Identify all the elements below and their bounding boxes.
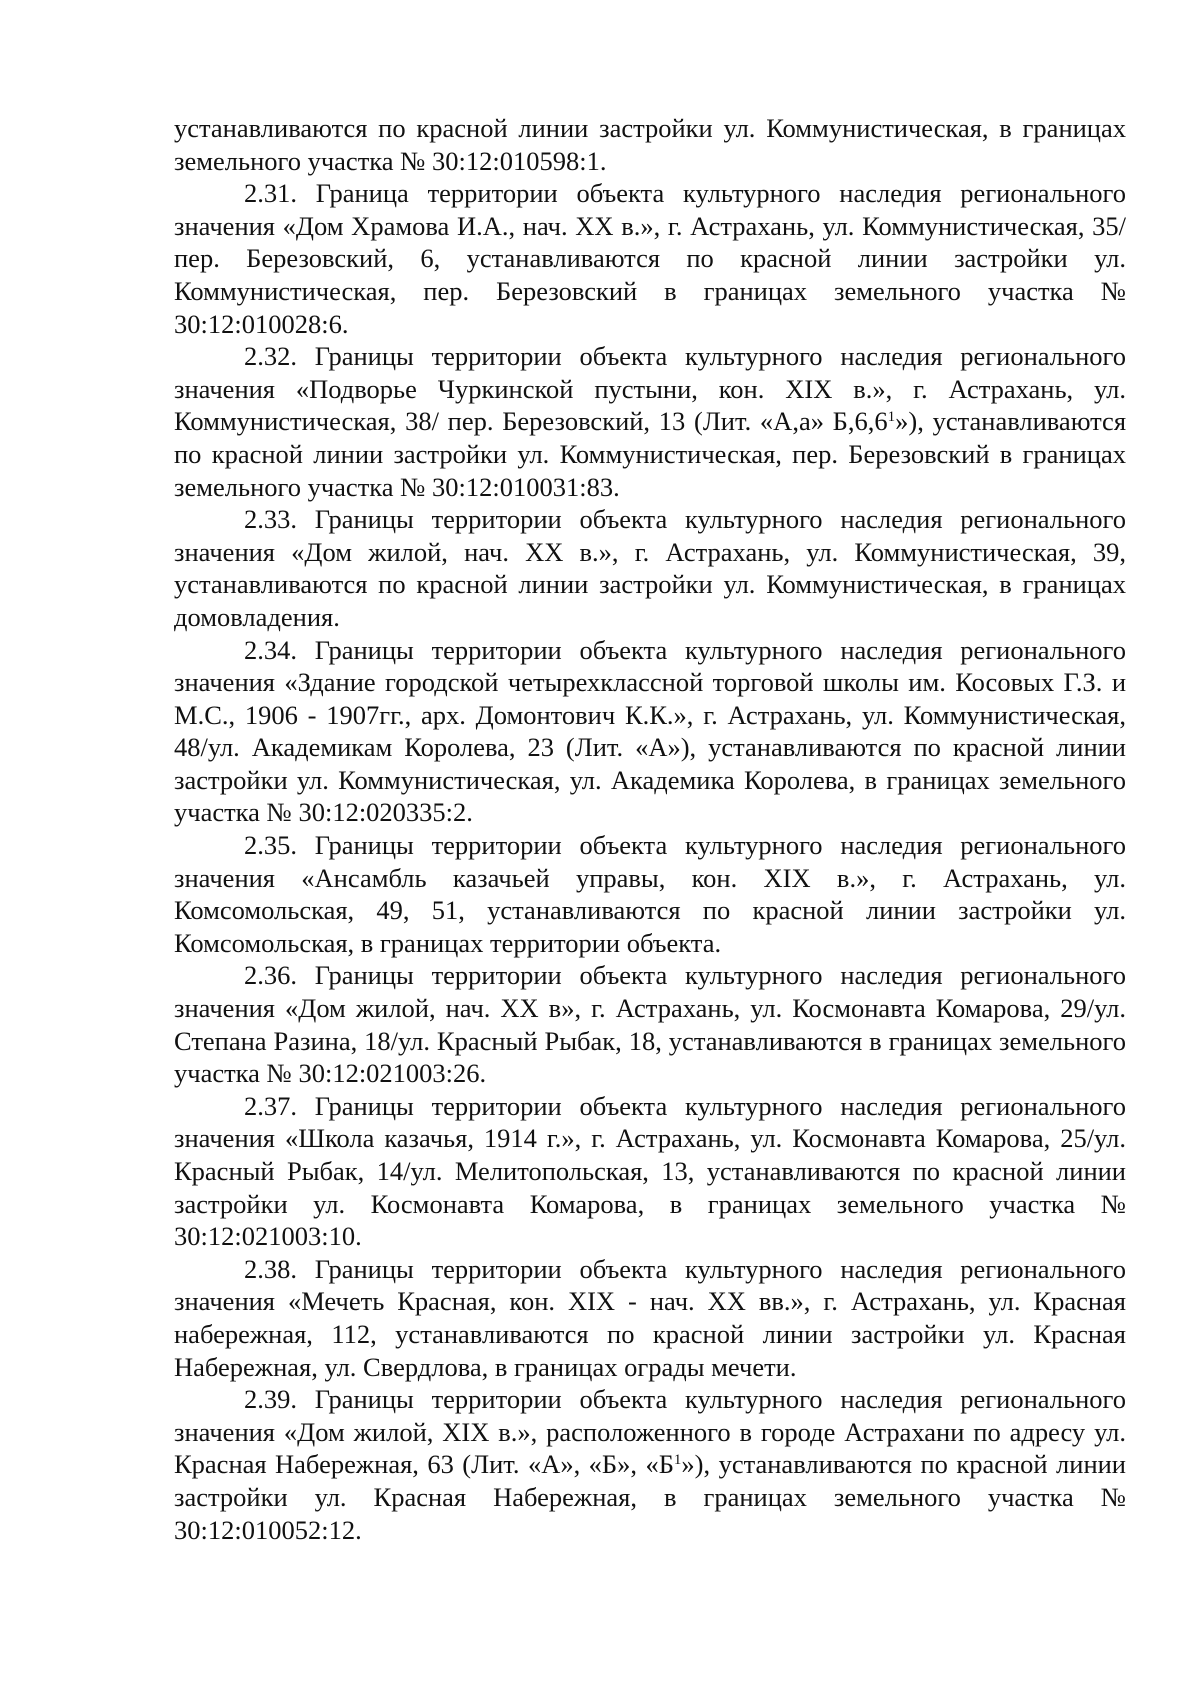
paragraph-2-35 bbox=[174, 829, 1126, 959]
paragraph-text: 2.39. Границы территории объекта культурного наследия регионального значения «Дом жилой, XIX в.», расположенного в городе Астрахани по адресу ул. Красная Набережная, 63 (Лит. «А», «Б», «Б bbox=[174, 1384, 1126, 1480]
paragraph-text: 2.36. Границы территории объекта культурного наследия регионального значения «Дом жилой, нач. XX в», г. Астрахань, ул. Космонавта Комарова, 29/ул. Степана Разина, 18/ул. Красный Рыбак, 18, устанавливаются в границах земельного участка № 30:12:021003:26. bbox=[174, 960, 1126, 1089]
paragraph-2-31 bbox=[174, 177, 1126, 340]
superscript: 1 bbox=[673, 1452, 682, 1469]
paragraph-2-32 bbox=[174, 340, 1126, 503]
paragraph-text: »), устанавливаются по красной линии застройки ул. Коммунистическая, пер. Березовский в границах земельного участка № 30:12:010031:83. bbox=[174, 406, 1127, 502]
paragraph-2-34 bbox=[174, 634, 1126, 830]
paragraph-text: »), устанавливаются по красной линии застройки ул. Красная Набережная, в границах земельного участка № 30:12:010052:12. bbox=[174, 1449, 1126, 1545]
paragraph-text: 2.32. Границы территории объекта культурного наследия регионального значения «Подворье Чуркинской пустыни, кон. XIX в.», г. Астрахань, ул. Коммунистическая, 38/ пер. Березовский, 13 (Лит. «А,а» Б,6,6 bbox=[174, 341, 1126, 437]
paragraph-text: 2.34. Границы территории объекта культурного наследия регионального значения «Здание городской четырехклассной торговой школы им. Косовых Г.З. и М.С., 1906 - 1907гг., арх. Домонтович К.К.», г. Астрахань, ул. Коммунистическая, 48/ул. Академикам Королева, 23 (Лит. «А»), устанавливаются по красной линии застройки ул. Коммунистическая, ул. Академика Королева, в границах земельного участка № 30:12:020335:2. bbox=[174, 634, 1126, 828]
document-page bbox=[174, 112, 1126, 1546]
paragraph-2-39 bbox=[174, 1383, 1126, 1546]
paragraph-2-36 bbox=[174, 959, 1126, 1089]
paragraph-text: 2.35. Границы территории объекта культурного наследия регионального значения «Ансамбль казачьей управы, кон. XIX в.», г. Астрахань, ул. Комсомольская, 49, 51, устанавливаются по красной линии застройки ул. Комсомольская, в границах территории объекта. bbox=[174, 830, 1126, 958]
superscript: 1 bbox=[887, 409, 896, 426]
paragraph-2-38 bbox=[174, 1253, 1126, 1383]
paragraph-continuation bbox=[174, 112, 1126, 177]
paragraph-text: 2.37. Границы территории объекта культурного наследия регионального значения «Школа казачья, 1914 г.», г. Астрахань, ул. Космонавта Комарова, 25/ул. Красный Рыбак, 14/ул. Мелитопольская, 13, устанавливаются по красной линии застройки ул. Космонавта Комарова, в границах земельного участка № 30:12:021003:10. bbox=[174, 1090, 1126, 1252]
paragraph-text: 2.33. Границы территории объекта культурного наследия регионального значения «Дом жилой, нач. XX в.», г. Астрахань, ул. Коммунистическая, 39, устанавливаются по красной линии застройки ул. Коммунистическая, в границах домовладения. bbox=[174, 504, 1126, 632]
paragraph-text: 2.31. Граница территории объекта культурного наследия регионального значения «Дом Храмова И.А., нач. XX в.», г. Астрахань, ул. Коммунистическая, 35/пер. Березовский, 6, устанавливаются по красной линии застройки ул. Коммунистическая, пер. Березовский в границах земельного участка № 30:12:010028:6. bbox=[174, 178, 1126, 339]
paragraph-text: устанавливаются по красной линии застройки ул. Коммунистическая, в границах земельного участка № 30:12:010598:1. bbox=[174, 113, 1126, 176]
paragraph-text: 2.38. Границы территории объекта культурного наследия регионального значения «Мечеть Красная, кон. XIX - нач. XX вв.», г. Астрахань, ул. Красная набережная, 112, устанавливаются по красной линии застройки ул. Красная Набережная, ул. Свердлова, в границах ограды мечети. bbox=[174, 1253, 1126, 1382]
paragraph-2-33 bbox=[174, 503, 1126, 633]
paragraph-2-37 bbox=[174, 1090, 1126, 1253]
